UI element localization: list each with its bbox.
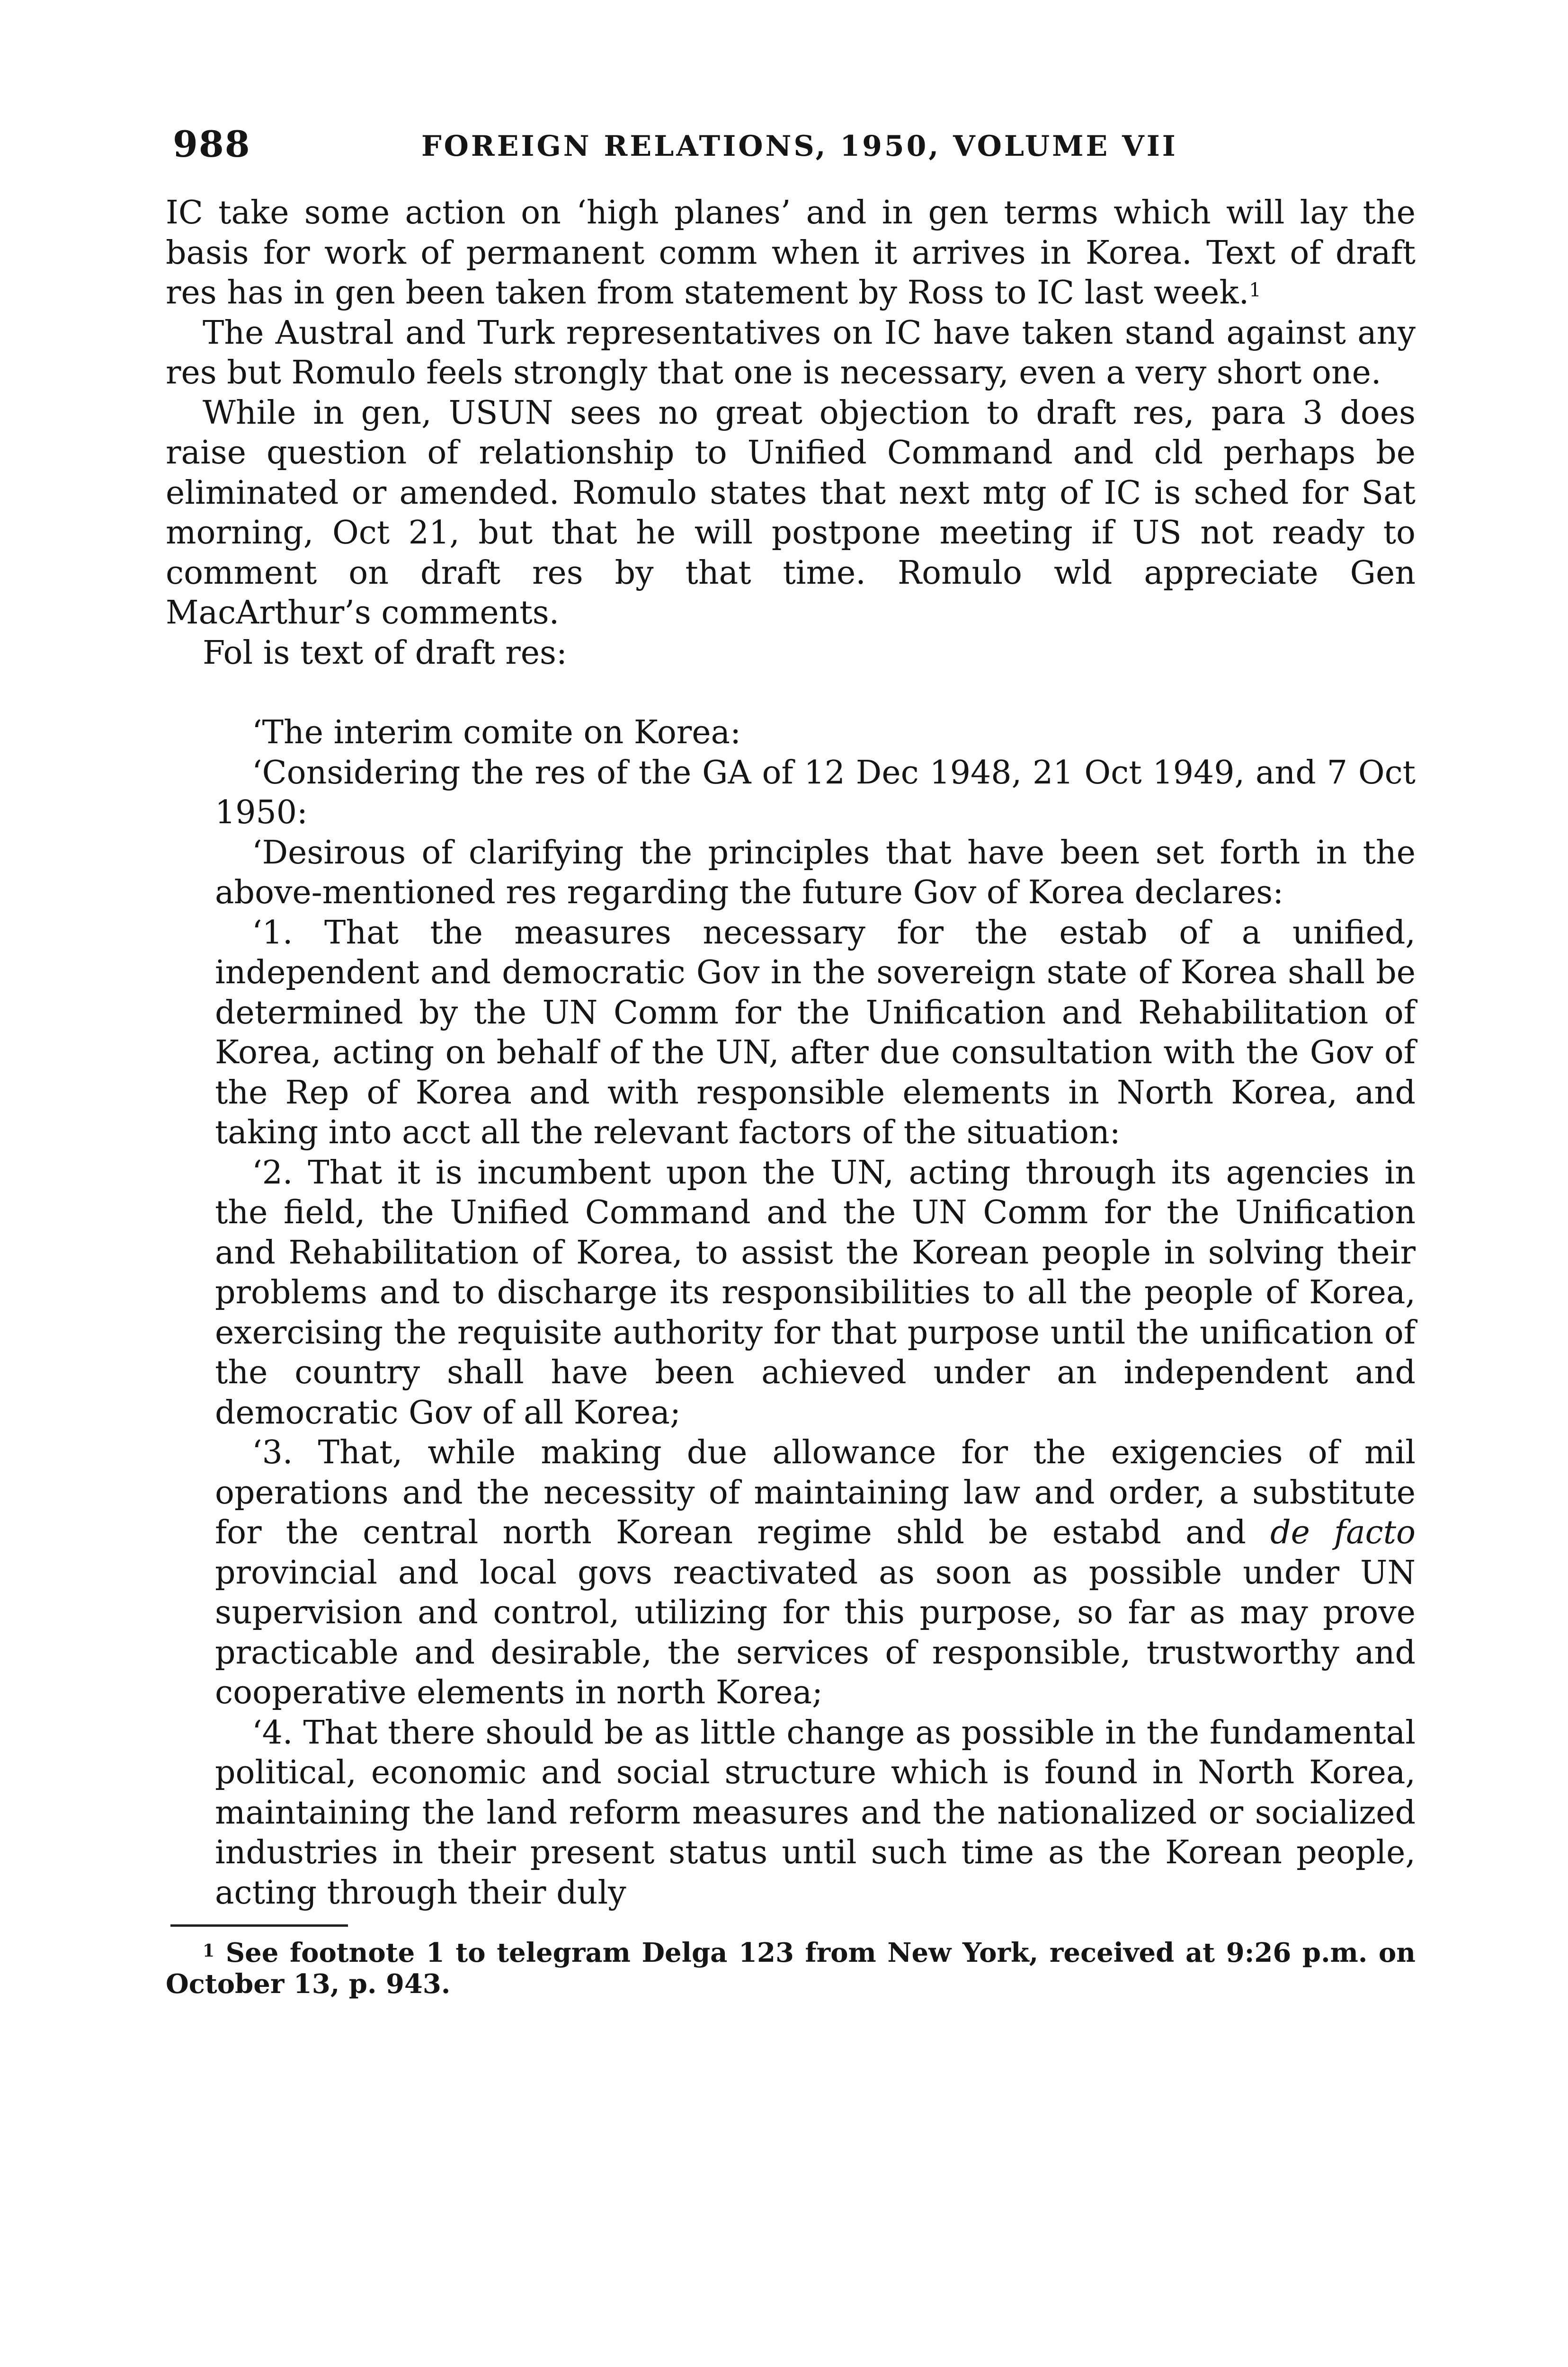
draft-item-4: ‘4. That there should be as little change as possible in the fundamental political, economic and social structure which is found in North Korea, maintaining the land reform measures and the nationalized or socialized industries in their present status until such time as the Korean people, acting through their duly: [215, 1714, 1416, 1912]
paragraph-ic-action-text: IC take some action on ‘high planes’ and in gen terms which will lay the basis for work of permanent comm when it arrives in Korea. Text of draft res has in gen been taken from statement by Ross to IC last week.: [166, 194, 1416, 311]
paragraph-ic-action: [166, 193, 1416, 313]
footnote-reference: 1: [1249, 279, 1261, 301]
document-page: [166, 123, 1416, 2000]
page-number: 988: [173, 123, 251, 165]
draft-item-3: [166, 1433, 1416, 1713]
draft-item-1: ‘1. That the measures necessary for the estab of a unified, independent and democratic Gov in the sovereign state of Korea shall be determined by the UN Comm for the Unification and Rehabilitation of Korea, acting on behalf of the UN, after due consultation with the Gov of the Rep of Korea and with responsible elements in North Korea, and taking into acct all the relevant factors of the situation:: [215, 914, 1416, 1151]
draft-intro: ‘The interim comite on Korea:: [252, 714, 741, 751]
running-head: FOREIGN RELATIONS, 1950, VOLUME VII: [421, 130, 1178, 163]
footnote-text: See footnote 1 to telegram Delga 123 from New York, received at 9:26 p.m. on October 13, p. 943.: [166, 1937, 1416, 2000]
paragraph-draft-intro: Fol is text of draft res:: [203, 634, 567, 672]
draft-item-2: ‘2. That it is incumbent upon the UN, acting through its agencies in the field, the Unified Command and the UN Comm for the Unification and Rehabilitation of Korea, to assist the Korean people in solving their problems and to discharge its responsibilities to all the people of Korea, exercising the requisite authority for that purpose until the unification of the country shall have been achieved under an independent and democratic Gov of all Korea;: [215, 1154, 1416, 1432]
draft-item-3-italic: de facto: [1270, 1514, 1416, 1551]
draft-desirous: ‘Desirous of clarifying the principles that have been set forth in the above-mentioned res regarding the future Gov of Korea declares:: [215, 834, 1416, 911]
draft-item-3-part-a: ‘3. That, while making due allowance for the exigencies of mil operations and the necessity of maintaining law and order, a substitute for the central north Korean regime shld be estabd and: [215, 1434, 1416, 1551]
draft-resolution: [166, 713, 1416, 1913]
page-header: [166, 123, 1416, 175]
draft-item-3-part-b: provincial and local govs reactivated as soon as possible under UN supervision and control, utilizing for this purpose, so far as may prove practicable and desirable, the services of responsible, trustworthy and cooperative elements in north Korea;: [215, 1554, 1416, 1711]
footnote-mark: 1: [203, 1941, 215, 1961]
paragraph-austral-turk: The Austral and Turk representatives on IC have taken stand against any res but Romulo feels strongly that one is necessary, even a very short one.: [166, 314, 1416, 392]
draft-considering: ‘Considering the res of the GA of 12 Dec 1948, 21 Oct 1949, and 7 Oct 1950:: [215, 754, 1416, 831]
body-text: [166, 193, 1416, 673]
footnote: [166, 1937, 1416, 2000]
footnote-divider: [170, 1924, 348, 1927]
paragraph-usun-view: While in gen, USUN sees no great objection to draft res, para 3 does raise question of relationship to Unified Command and cld perhaps be eliminated or amended. Romulo states that next mtg of IC is sched for Sat morning, Oct 21, but that he will postpone meeting if US not ready to comment on draft res by that time. Romulo wld appreciate Gen MacArthur’s comments.: [166, 394, 1416, 632]
